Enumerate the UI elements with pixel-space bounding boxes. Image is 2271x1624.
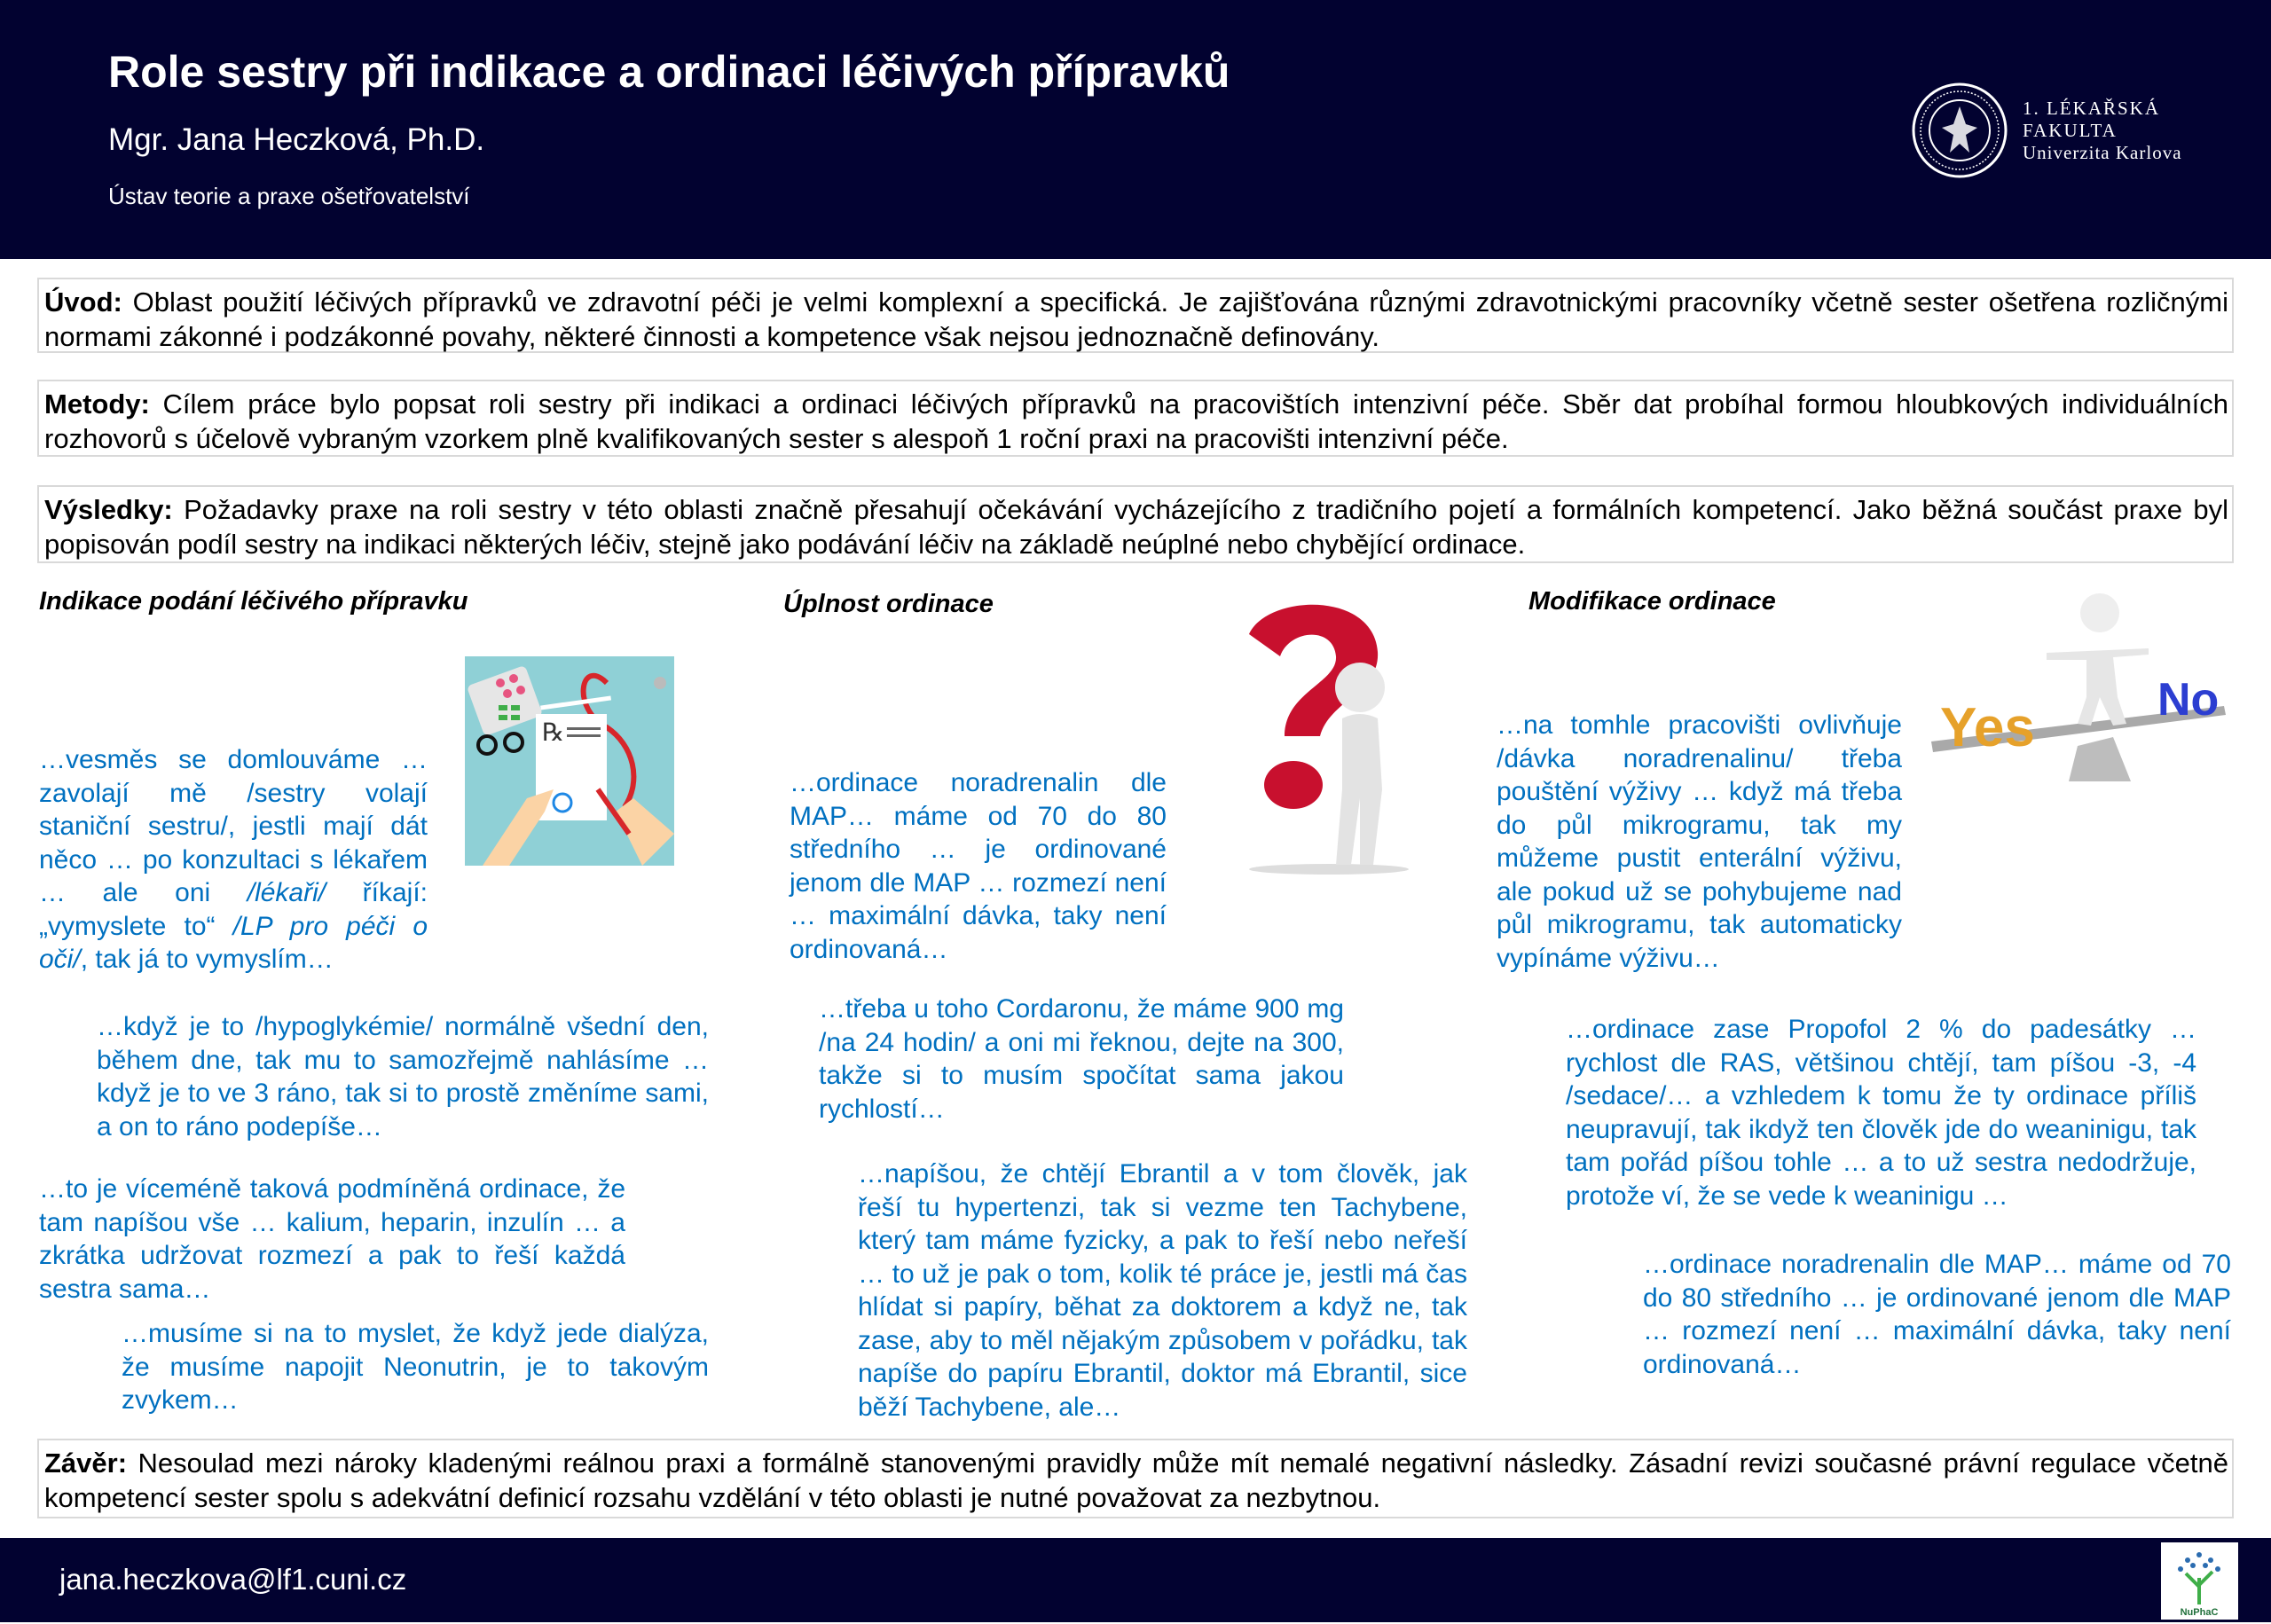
intro-label: Úvod: xyxy=(44,286,122,318)
quote: …ordinace zase Propofol 2 % do padesátky … rychlost dle RAS, většinou chtějí, tam píšou -3, -4 /sedace/… a vzhledem k tomu že ty ordinace příliš neupravují, tak ikdyž ten člověk jde do weaninigu, tak tam pořád píšou tohle … a to už sestra nedodržuje, protože ví, že se vede k weaninigu … xyxy=(1566,1015,2196,1211)
methods-box xyxy=(37,380,2234,457)
quote xyxy=(39,743,428,977)
results-text: Požadavky praxe na roli sestry v této oblasti značně přesahují očekávání vycházejícího z tradičního pojetí a formálních kompetencí. Jako běžná součást praxe byl popisován podíl sestry na indikaci některých léčiv, stejně jako podávání léčiv na základě neúplné nebo chybějící ordinace. xyxy=(44,494,2228,560)
quote-text: říkají: „vymyslete to“ xyxy=(39,878,428,941)
quote: …ordinace noradrenalin dle MAP… máme od 70 do 80 středního … je ordinované jenom dle MAP … rozmezí není … maximální dávka, taky není ordinovaná… xyxy=(790,768,1167,964)
methods-label: Metody: xyxy=(44,388,150,420)
prescription-illustration xyxy=(465,656,674,866)
university-seal-icon xyxy=(1911,82,2008,179)
poster-footer xyxy=(0,1538,2271,1622)
methods-text: Cílem práce bylo popsat roli sestry při indikaci a ordinaci léčivých přípravků na pracovištích intenzivní péče. Sběr dat probíhal formou hloubkových individuálních rozhovorů s účelově vybraným vzorkem plně kvalifikovaných sester s alespoň 1 roční praxi na pracovišti intenzivní péče. xyxy=(44,388,2228,454)
nuphac-logo-text: NuPhaC xyxy=(2180,1607,2219,1618)
question-mark-illustration xyxy=(1231,594,1418,887)
svg-text:℞: ℞ xyxy=(542,719,565,747)
faculty-logo-text xyxy=(2023,98,2182,164)
quote: …ordinace noradrenalin dle MAP… máme od 70 do 80 středního … je ordinované jenom dle MAP … rozmezí není … maximální dávka, taky není ordinovaná… xyxy=(1643,1250,2231,1379)
quote-text: …vesměs se domlouváme … zavolají mě /sestry volají staniční sestru/, jestli mají dát něco … po konzultaci s lékařem … ale oni xyxy=(39,745,428,907)
yes-no-balance-illustration xyxy=(1922,591,2236,788)
logo-line: FAKULTA xyxy=(2023,120,2118,141)
quote: …musíme si na to myslet, že když jede dialýza, že musíme napojit Neonutrin, je to takovým zvykem… xyxy=(122,1319,709,1415)
poster-title: Role sestry při indikace a ordinaci léčivých přípravků xyxy=(108,47,1230,97)
quote-italic: /LP pro péči o oči/ xyxy=(39,911,428,974)
institute-name: Ústav teorie a praxe ošetřovatelství xyxy=(108,183,470,209)
section-heading-modification: Modifikace ordinace xyxy=(1528,587,1776,616)
nuphac-logo xyxy=(2161,1542,2238,1620)
yes-word: Yes xyxy=(1940,697,2035,758)
poster-header xyxy=(0,0,2271,259)
results-box xyxy=(37,485,2234,563)
logo-line: 1. LÉKAŘSKÁ xyxy=(2023,98,2161,119)
section-heading-indication: Indikace podání léčivého přípravku xyxy=(39,587,468,616)
results-label: Výsledky: xyxy=(44,494,173,525)
quote: …třeba u toho Cordaronu, že máme 900 mg /na 24 hodin/ a oni mi řeknou, dejte na 300, takže si to musím spočítat sama jakou rychlostí… xyxy=(819,994,1344,1124)
intro-text: Oblast použití léčivých přípravků ve zdravotní péči je velmi komplexní a specifická. Je zajišťována různými zdravotnickými pracovníky včetně sester ošetřena rozličnými normami zákonné i podzákonné povahy, některé činnosti a kompetence však nejsou jednoznačně definovány. xyxy=(44,286,2228,352)
faculty-logo xyxy=(1911,82,2195,179)
no-word: No xyxy=(2157,674,2220,726)
quote: …napíšou, že chtějí Ebrantil a v tom člověk, jak řeší tu hypertenzi, tak si vezme ten Tachybene, který tam máme fyzicky, a pak to řeší nebo neřeší … to už je pak o tom, kolik té práce je, jestli má čas hlídat si papíry, běhat za doktorem a když ne, tak zase, aby to měl nějakým způsobem v pořádku, tak napíše do papíru Ebrantil, doktor má Ebrantil, sice běží Tachybene, ale… xyxy=(858,1159,1467,1422)
quote: …když je to /hypoglykémie/ normálně všední den, během dne, tak mu to samozřejmě nahlásíme … když je to ve 3 ráno, tak si to prostě změníme sami, a on to ráno podepíše… xyxy=(97,1012,709,1142)
contact-email[interactable]: jana.heczkova@lf1.cuni.cz xyxy=(59,1563,407,1596)
quote: …na tomhle pracovišti ovlivňuje /dávka noradrenalinu/ třeba pouštění výživy … když má třeba do půl mikrogramu, tak my můžeme pustit enterální výživu, ale pokud už se pohybujeme nad půl mikrogramu, tak automaticky vypínáme výživu… xyxy=(1497,710,1902,973)
conclusion-box xyxy=(37,1439,2234,1518)
logo-line: Univerzita Karlova xyxy=(2023,142,2182,163)
quote-italic: /lékaři/ xyxy=(247,878,326,907)
quote-text: , tak já to vymyslím… xyxy=(80,945,334,974)
quote: …to je víceméně taková podmíněná ordinace, že tam napíšou vše … kalium, heparin, inzulín … a zkrátka udržovat rozmezí a pak to řeší každá sestra sama… xyxy=(39,1174,625,1304)
conclusion-text: Nesoulad mezi nároky kladenými reálnou praxi a formálně stanovenými pravidly může mít nemalé negativní následky. Zásadní revizi současné právní regulace včetně kompetencí sester spolu s adekvátní definicí rozsahu vzdělání v této oblasti je nutné považovat za nezbytnou. xyxy=(44,1447,2228,1513)
section-heading-completeness: Úplnost ordinace xyxy=(783,590,994,618)
author-name: Mgr. Jana Heczková, Ph.D. xyxy=(108,122,485,157)
intro-box xyxy=(37,278,2234,353)
conclusion-label: Závěr: xyxy=(44,1447,128,1479)
